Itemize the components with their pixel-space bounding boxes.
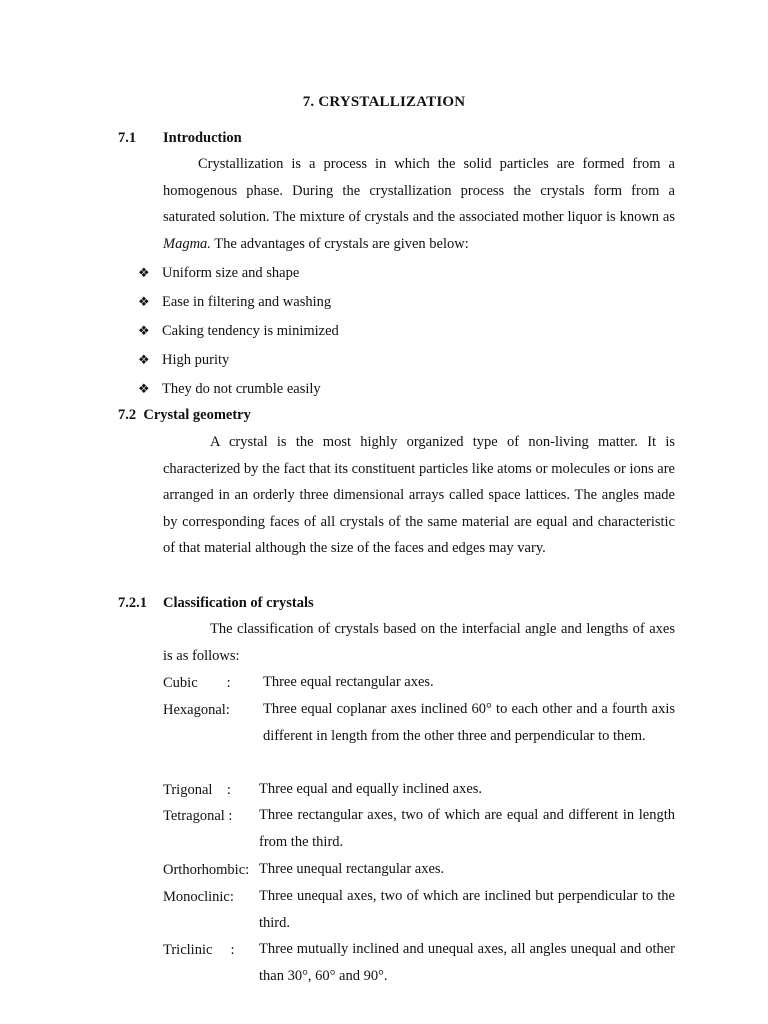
intro-text-end: The advantages of crystals are given below: xyxy=(210,235,469,252)
section-heading-introduction: Introduction xyxy=(163,130,242,146)
section-number-7-2-1: 7.2.1 xyxy=(118,595,147,611)
intro-paragraph xyxy=(163,151,675,257)
list-item: ❖ Caking tendency is minimized xyxy=(138,319,339,348)
system-term-trigonal: Trigonal : xyxy=(163,782,231,798)
section-heading-crystal-geometry: 7.2 Crystal geometry xyxy=(118,407,251,423)
system-desc-trigonal: Three equal and equally inclined axes. xyxy=(259,781,483,797)
intro-text-start: Crystallization is a process in which the solid particles are formed from a homogenous phase. During the crystallization process the crystals form from a saturated solution. The mixture of crystals and the associated mother liquor is known as xyxy=(163,156,675,225)
system-desc-tetragonal: Three rectangular axes, two of which are equal and different in length from the third. xyxy=(259,807,675,850)
diamond-bullet-icon: ❖ xyxy=(138,295,150,310)
system-term-hexagonal: Hexagonal: xyxy=(163,702,230,718)
classification-paragraph: The classification of crystals based on the interfacial angle and lengths of axes is as follows: xyxy=(163,621,675,664)
section-heading-classification: Classification of crystals xyxy=(163,595,314,611)
diamond-bullet-icon: ❖ xyxy=(138,382,150,397)
list-item: ❖ High purity xyxy=(138,348,339,377)
system-desc-orthorhombic: Three unequal rectangular axes. xyxy=(259,861,445,877)
list-item: ❖ They do not crumble easily xyxy=(138,377,339,406)
system-desc-monoclinic: Three unequal axes, two of which are inclined but perpendicular to the third. xyxy=(259,888,675,931)
list-item: ❖ Ease in filtering and washing xyxy=(138,290,339,319)
system-desc-hexagonal: Three equal coplanar axes inclined 60° to each other and a fourth axis different in length from the other three and perpendicular to them. xyxy=(263,701,675,744)
diamond-bullet-icon: ❖ xyxy=(138,324,150,339)
system-term-orthorhombic: Orthorhombic: xyxy=(163,862,250,878)
magma-term: Magma. xyxy=(163,235,211,252)
system-term-tetragonal: Tetragonal : xyxy=(163,808,233,824)
diamond-bullet-icon: ❖ xyxy=(138,353,150,368)
section-number-7-1: 7.1 xyxy=(118,130,137,146)
system-desc-cubic: Three equal rectangular axes. xyxy=(263,674,434,690)
system-term-monoclinic: Monoclinic: xyxy=(163,889,234,905)
advantages-list xyxy=(138,261,339,406)
system-term-cubic: Cubic : xyxy=(163,675,231,691)
page-title: 7. CRYSTALLIZATION xyxy=(302,94,466,110)
geometry-paragraph: A crystal is the most highly organized type of non-living matter. It is characterized by the fact that its constituent particles like atoms or molecules or ions are arranged in an orderly three dimensional arrays called space lattices. The angles made by corresponding faces of all crystals of the same material are equal and characteristic of that material although the size of the faces and edges may vary. xyxy=(163,434,675,556)
system-desc-triclinic: Three mutually inclined and unequal axes, all angles unequal and other than 30°, 60° and 90°. xyxy=(259,941,675,984)
diamond-bullet-icon: ❖ xyxy=(138,266,150,281)
list-item: ❖ Uniform size and shape xyxy=(138,261,339,290)
system-term-triclinic: Triclinic : xyxy=(163,942,235,958)
